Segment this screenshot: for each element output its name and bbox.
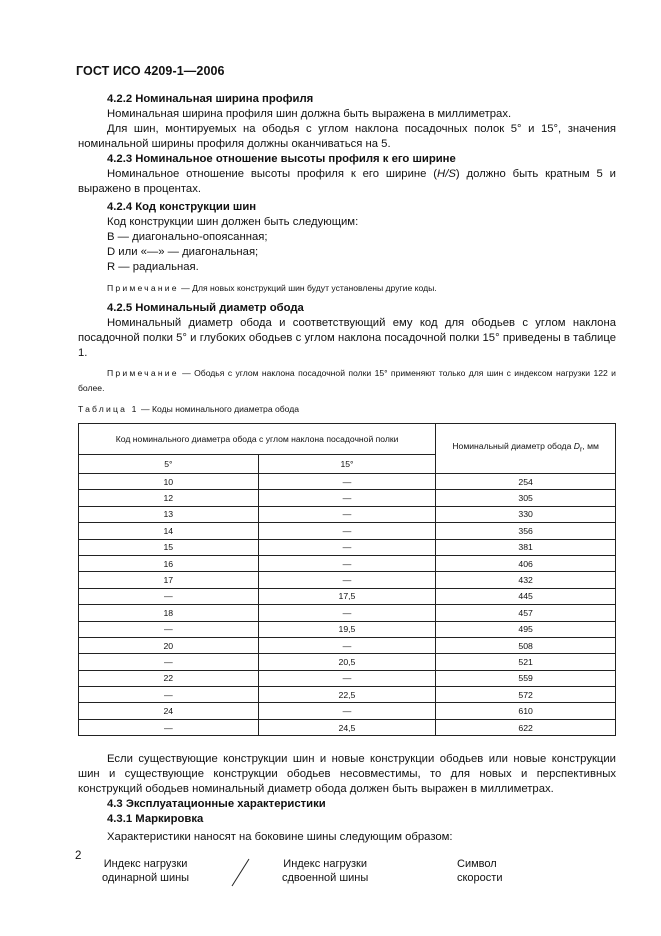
table-cell: 14 <box>79 523 259 539</box>
table-cell: — <box>258 555 436 571</box>
table-row <box>79 572 616 588</box>
table-header-15deg: 15° <box>258 455 436 474</box>
list-item: B — диагонально-опоясанная; <box>107 231 268 243</box>
table-row <box>79 637 616 653</box>
table-cell: — <box>258 637 436 653</box>
paragraph: Код конструкции шин должен быть следующим: <box>107 216 359 228</box>
table-cell: 12 <box>79 490 259 506</box>
table-cell: 457 <box>436 605 616 621</box>
heading-4-2-5: 4.2.5 Номинальный диаметр обода <box>107 302 304 314</box>
list-item: D или «—» — диагональная; <box>107 246 259 258</box>
table-cell: 17,5 <box>258 588 436 604</box>
table-cell: — <box>258 490 436 506</box>
table-cell: 16 <box>79 555 259 571</box>
table-cell: — <box>258 539 436 555</box>
table-cell: — <box>258 605 436 621</box>
table-group-header: Код номинального диаметра обода с углом наклона посадочной полки <box>79 424 436 455</box>
table-cell: 610 <box>436 703 616 719</box>
table-cell: 20,5 <box>258 654 436 670</box>
paragraph: Номинальный диаметр обода и соответствующий ему код для ободьев с углом наклона посадочной полки 5° и глубоких ободьев с углом наклона посадочной полки 15° приведены в таблице 1. <box>78 317 616 359</box>
table-row <box>79 523 616 539</box>
table-row <box>79 670 616 686</box>
table-row <box>79 654 616 670</box>
table-cell: — <box>258 670 436 686</box>
table-cell: — <box>258 474 436 490</box>
page-number: 2 <box>75 850 82 862</box>
marking-diagram <box>78 853 616 893</box>
heading-4-3: 4.3 Эксплуатационные характеристики <box>107 798 326 811</box>
table-row <box>79 719 616 735</box>
table-cell: 381 <box>436 539 616 555</box>
table-cell: 10 <box>79 474 259 490</box>
table-cell: 572 <box>436 687 616 703</box>
table-cell: — <box>79 719 259 735</box>
marking-speed-symbol: Символ скорости <box>457 858 503 885</box>
table-cell: 17 <box>79 572 259 588</box>
table-row <box>79 555 616 571</box>
table-cell: 622 <box>436 719 616 735</box>
table-cell: — <box>79 588 259 604</box>
table-cell: 24 <box>79 703 259 719</box>
marking-single-load-index: Индекс нагрузки одинарной шины <box>102 858 190 885</box>
table-cell: 495 <box>436 621 616 637</box>
table-cell: 356 <box>436 523 616 539</box>
marking-dual-load-index: Индекс нагрузки сдвоенной шины <box>282 858 369 885</box>
rim-diameter-table <box>78 423 616 736</box>
table-cell: 305 <box>436 490 616 506</box>
table-cell: 508 <box>436 637 616 653</box>
table-cell: — <box>258 506 436 522</box>
table-cell: 445 <box>436 588 616 604</box>
paragraph: Для шин, монтируемых на ободья с углом наклона посадочных полок 5° и 15°, значения номинальной ширины профиля должны оканчиваться на 5. <box>78 123 616 150</box>
table-cell: 18 <box>79 605 259 621</box>
table-cell: — <box>79 687 259 703</box>
document-body <box>78 92 616 893</box>
table-cell: 432 <box>436 572 616 588</box>
table-cell: 22,5 <box>258 687 436 703</box>
heading-4-2-2: 4.2.2 Номинальная ширина профиля <box>107 93 314 105</box>
table-cell: 24,5 <box>258 719 436 735</box>
table-row <box>79 703 616 719</box>
table-caption: Таблица 1 — Коды номинального диаметра обода <box>78 404 300 414</box>
table-cell: 521 <box>436 654 616 670</box>
heading-4-3-1: 4.3.1 Маркировка <box>107 813 204 826</box>
table-row <box>79 588 616 604</box>
table-header-diameter: Номинальный диаметр обода $D_r$, мм <box>436 424 616 474</box>
table-cell: — <box>258 572 436 588</box>
table-header-5deg: 5° <box>79 455 259 474</box>
table-cell: — <box>79 654 259 670</box>
table-cell: 254 <box>436 474 616 490</box>
table-cell: 15 <box>79 539 259 555</box>
slash-separator <box>229 855 253 889</box>
heading-4-2-4: 4.2.4 Код конструкции шин <box>107 201 257 213</box>
table-row <box>79 474 616 490</box>
list-item: R — радиальная. <box>107 261 199 273</box>
paragraph: Характеристики наносят на боковине шины следующим образом: <box>107 831 453 844</box>
paragraph: Номинальное отношение высоты профиля к его ширине (H/S) должно быть кратным 5 и выражено в процентах. <box>78 168 616 195</box>
table-row <box>79 605 616 621</box>
heading-4-2-3: 4.2.3 Номинальное отношение высоты профиля к его ширине <box>107 153 456 165</box>
table-cell: 559 <box>436 670 616 686</box>
table-cell: — <box>258 523 436 539</box>
table-cell: 406 <box>436 555 616 571</box>
paragraph: Если существующие конструкции шин и новые конструкции ободьев или новые конструкции шин и существующие конструкции ободьев несовместимы, то для новых и перспективных конструкций ободьев номинальный диаметр обода должен быть выражен в миллиметрах. <box>78 753 616 796</box>
table-cell: 19,5 <box>258 621 436 637</box>
table-cell: — <box>79 621 259 637</box>
table-row <box>79 687 616 703</box>
table-cell: 13 <box>79 506 259 522</box>
table-cell: 22 <box>79 670 259 686</box>
note: Примечание — Для новых конструкций шин будут установлены другие коды. <box>107 283 437 293</box>
paragraph: Номинальная ширина профиля шин должна быть выражена в миллиметрах. <box>107 108 512 120</box>
table-row <box>79 506 616 522</box>
document-header: ГОСТ ИСО 4209-1—2006 <box>76 64 225 78</box>
table-row <box>79 621 616 637</box>
table-cell: — <box>258 703 436 719</box>
table-cell: 20 <box>79 637 259 653</box>
table-cell: 330 <box>436 506 616 522</box>
table-row <box>79 539 616 555</box>
table-row <box>79 490 616 506</box>
note: Примечание — Ободья с углом наклона посадочной полки 15° применяют только для шин с индексом нагрузки 122 и более. <box>78 368 616 393</box>
